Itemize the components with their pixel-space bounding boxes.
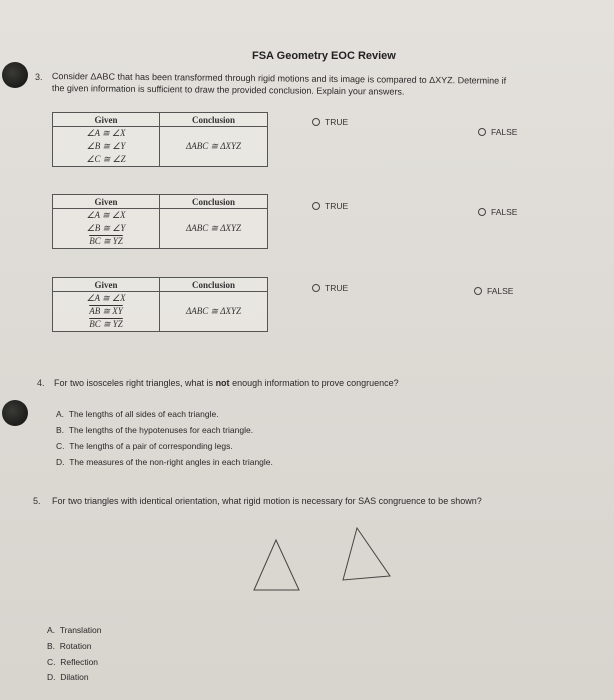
question-5-number: 5.: [33, 496, 41, 506]
question-4-suffix: enough information to prove congruence?: [229, 378, 399, 388]
choice-letter: A.: [47, 625, 56, 635]
choice-letter: B.: [56, 425, 65, 435]
given-statement: ∠B ≅ ∠Y: [86, 141, 126, 151]
true-option-3[interactable]: [312, 283, 348, 293]
q4-choice-d[interactable]: [56, 457, 273, 468]
binder-hole: [2, 62, 28, 88]
choice-letter: D.: [47, 672, 56, 682]
question-4-prefix: For two isosceles right triangles, what is: [54, 378, 216, 388]
given-header: Given: [53, 278, 160, 292]
conclusion-header: Conclusion: [160, 113, 268, 127]
radio-circle-icon: [312, 118, 320, 126]
given-cell: [53, 127, 160, 167]
given-conclusion-table-1: [52, 112, 268, 167]
true-label: TRUE: [325, 201, 349, 211]
choice-letter: B.: [47, 641, 56, 651]
given-header: Given: [53, 113, 160, 127]
given-statement: ∠A ≅ ∠X: [86, 128, 126, 138]
choice-text: The lengths of the hypotenuses for each triangle.: [68, 425, 254, 435]
false-option-1[interactable]: [478, 127, 517, 137]
question-4-text: [54, 377, 399, 389]
false-label: FALSE: [491, 127, 518, 137]
given-statement: ∠A ≅ ∠X: [86, 293, 126, 303]
false-label: FALSE: [487, 286, 514, 296]
question-3-text-line1: Consider ΔABC that has been transformed through rigid motions and its image is compared to ΔXYZ. Determine if: [51, 70, 507, 86]
choice-letter: A.: [56, 409, 65, 419]
choice-text: The lengths of all sides of each triangle.: [68, 409, 219, 419]
question-3-text-line2: the given information is sufficient to draw the provided conclusion. Explain your answers.: [51, 82, 405, 97]
conclusion-cell: ΔABC ≅ ΔXYZ: [160, 209, 268, 249]
false-option-3[interactable]: [474, 286, 513, 296]
radio-circle-icon: [478, 128, 486, 136]
q5-choice-d[interactable]: [47, 672, 89, 683]
true-option-1[interactable]: [312, 117, 348, 127]
choice-text: Translation: [59, 625, 102, 635]
given-header: Given: [53, 195, 160, 209]
radio-circle-icon: [478, 208, 486, 216]
given-conclusion-table-2: [52, 194, 268, 249]
question-4-emphasis: not: [215, 378, 230, 388]
q5-choice-a[interactable]: [47, 625, 102, 636]
question-4-number: 4.: [37, 378, 45, 388]
choice-letter: D.: [56, 457, 65, 467]
radio-circle-icon: [312, 202, 320, 210]
q4-choice-b[interactable]: [56, 425, 253, 436]
given-statement: ∠C ≅ ∠Z: [86, 154, 126, 164]
choice-text: Rotation: [59, 641, 92, 651]
given-statement: AB ≅ XY: [89, 306, 123, 316]
given-conclusion-table-3: [52, 277, 268, 332]
q4-choice-a[interactable]: [56, 409, 219, 420]
given-cell: [53, 209, 160, 249]
true-option-2[interactable]: [312, 201, 348, 211]
given-statement: BC ≅ YZ: [89, 236, 123, 246]
q4-choice-c[interactable]: [56, 441, 233, 452]
choice-text: Reflection: [60, 657, 99, 667]
false-label: FALSE: [491, 207, 518, 217]
given-statement: BC ≅ YZ: [89, 319, 123, 329]
question-5-text: For two triangles with identical orientation, what rigid motion is necessary for SAS congruence to be shown?: [52, 496, 482, 506]
choice-text: The measures of the non-right angles in each triangle.: [69, 457, 273, 467]
true-label: TRUE: [325, 283, 349, 293]
true-label: TRUE: [325, 117, 349, 127]
choice-letter: C.: [47, 657, 56, 667]
false-option-2[interactable]: [478, 207, 517, 217]
choice-letter: C.: [56, 441, 65, 451]
radio-circle-icon: [312, 284, 320, 292]
conclusion-header: Conclusion: [160, 278, 268, 292]
q5-choice-b[interactable]: [47, 641, 91, 652]
page-title: FSA Geometry EOC Review: [252, 50, 396, 62]
choice-text: Dilation: [60, 672, 89, 682]
conclusion-cell: ΔABC ≅ ΔXYZ: [160, 292, 268, 332]
given-statement: ∠A ≅ ∠X: [86, 210, 126, 220]
given-cell: [53, 292, 160, 332]
q5-choice-c[interactable]: [47, 657, 98, 668]
binder-hole: [2, 400, 28, 426]
question-3-number: 3.: [35, 72, 43, 82]
given-statement: ∠B ≅ ∠Y: [86, 223, 126, 233]
conclusion-header: Conclusion: [160, 195, 268, 209]
radio-circle-icon: [474, 287, 482, 295]
choice-text: The lengths of a pair of corresponding legs.: [69, 441, 233, 451]
conclusion-cell: ΔABC ≅ ΔXYZ: [160, 127, 268, 167]
